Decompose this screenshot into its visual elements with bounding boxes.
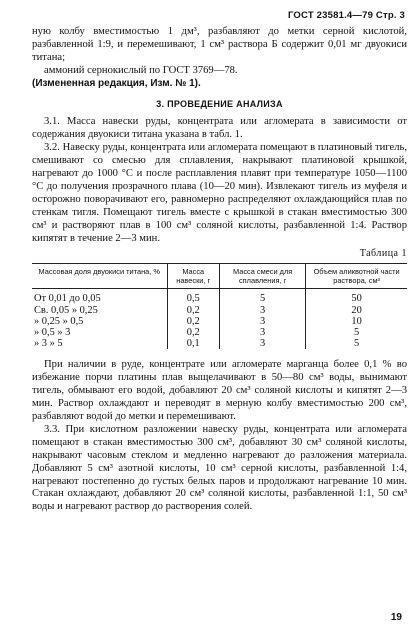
column-header: Массовая доля двуокиси титана, % [32,264,167,289]
column-header: Объем аликвотной части раствора, см³ [306,264,407,289]
paragraph: аммоний сернокислый по ГОСТ 3769—78. [44,64,238,76]
table-cell: 20 [306,305,407,316]
data-table [32,263,407,349]
table-row [32,327,407,338]
table-cell: 3 [220,305,306,316]
table-cell: 50 [306,289,407,305]
column-header: Масса навески, г [167,264,220,289]
column-header: Масса смеси для сплавления, г [220,264,306,289]
table-row [32,316,407,327]
page-number: 19 [390,612,402,623]
table-cell: 5 [306,338,407,349]
table-row [32,305,407,316]
table-cell: 0,5 [167,289,220,305]
table-cell: 3 [220,327,306,338]
paragraph: 3.1. Масса навески руды, концентрата или агломерата в зависимости от содержания двуокиси титана указана в табл. 1. [32,116,407,141]
table-cell: » 0,5 » 3 [34,327,71,339]
paragraph: 3.3. При кислотном разложении навеску руды, концентрата или агломерата помещают в стакан вместимостью 300 см³, добавляют 30 см³ соляной кислоты, накрывают часовым стеклом и медленно нагревают до разложения материала. Добавляют 5 см³ азотной кислоты, 10 см³ серной кислоты, разбавленной 1:4, нагревают постепенно до густых белых паров и продолжают нагревание 10 мин. Стакан охлаждают, добавляют 20 см³ соляной кислоты, разбавленной 1:1, 50 см³ воды и нагревают раствор до растворения солей. [32,423,407,513]
table-cell: » 0,25 » 0,5 [34,315,84,327]
table-cell: От 0,01 до 0,05 [34,293,101,305]
table-row [32,338,407,349]
table-cell: 3 [220,316,306,327]
table-cell: 5 [306,327,407,338]
table-cell: 0,2 [167,316,220,327]
page-content [32,26,407,514]
section-heading: 3. ПРОВЕДЕНИЕ АНАЛИЗА [156,98,283,109]
table-cell: 10 [306,316,407,327]
paragraph: ную колбу вместимостью 1 дм³, разбавляют до метки серной кислотой, разбавленной 1:9, и перемешивают, 1 см³ раствора Б содержит 0,01 мг двуокиси титана; [32,26,407,63]
paragraph: 3.2. Навеску руды, концентрата или агломерата помещают в платиновый тигель, смешивают со смесью для сплавления, накрывают платиновой крышкой, нагревают до 1000 °С и после расплавления плавят при температуре 1050—1100 °С до получения прозрачного плава (10—20 мин). Извлекают тигель из муфеля и осторожно поворачивают его, равномерно распределяют охлаждающийся плав по стенкам тигля. Помещают тигель вместе с крышкой в стакан вместимостью 300 см³ и растворяют плав в 100 см³ соляной кислоты, разбавленной 1:4. Раствор кипятят в течение 2—3 мин. [32,142,407,244]
table-cell: 0,2 [167,327,220,338]
table-cell: » 3 » 5 [34,338,63,350]
table-header-row [32,264,407,289]
table-row [32,289,407,305]
page-header: ГОСТ 23581.4—79 Стр. 3 [287,10,405,21]
table-cell: 0,1 [167,338,220,349]
table-caption: Таблица 1 [359,247,407,259]
amendment-note: (Измененная редакция, Изм. № 1). [32,77,201,89]
table-cell: Св. 0,05 » 0,25 [34,304,98,316]
table-cell: 0,2 [167,305,220,316]
paragraph: При наличии в руде, концентрате или агломерате марганца более 0,1 % во избежание порчи платины плав выщелачивают в 50—80 см³ воды, вынимают тигель, обмывают его водой, добавляют 20 см³ соляной кислоты и кипятят 2—3 мин. Раствор охлаждают и переводят в мерную колбу вместимостью 200 см³, разбавляют водой до метки и перемешивают. [32,359,407,423]
table-cell: 3 [220,338,306,349]
table-cell: 5 [220,289,306,305]
